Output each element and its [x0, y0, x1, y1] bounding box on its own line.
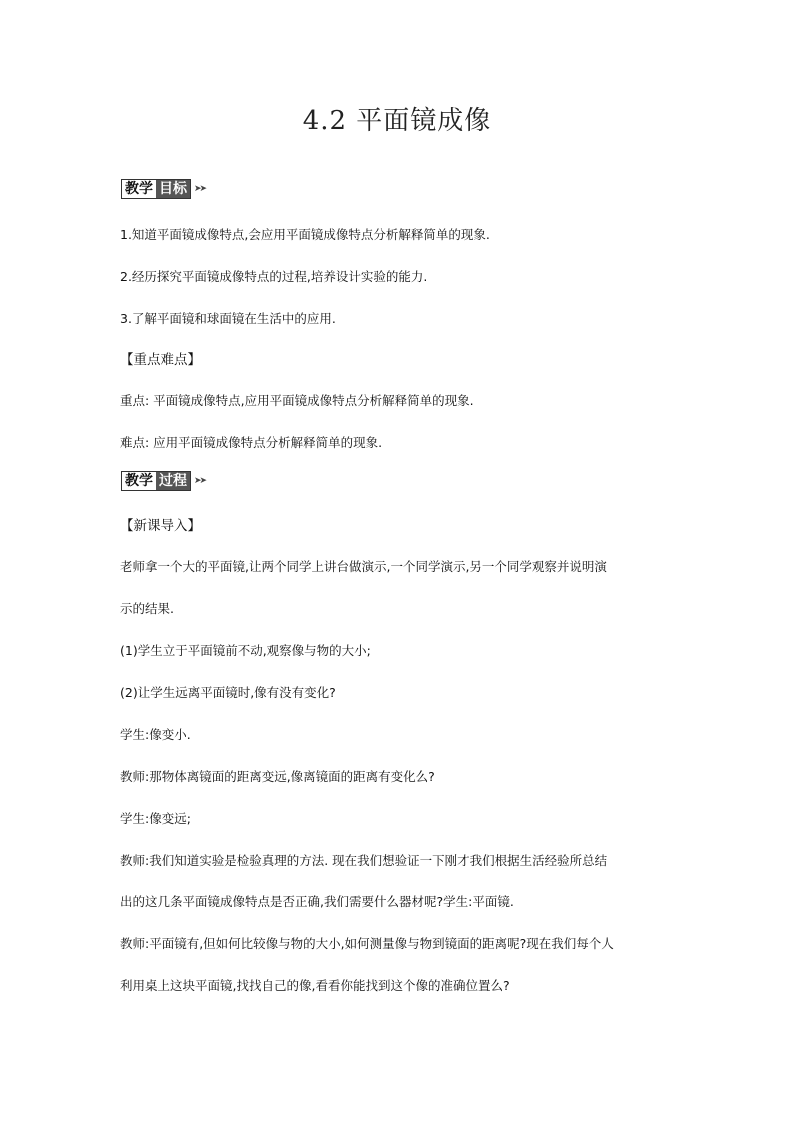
body-paragraph-line: 老师拿一个大的平面镜,让两个同学上讲台做演示,一个同学演示,另一个同学观察并说明演 — [120, 559, 607, 574]
badge-box — [121, 471, 191, 491]
body-paragraph-line: 教师:我们知道实验是检验真理的方法. 现在我们想验证一下刚才我们根据生活经验所总结 — [120, 853, 608, 868]
body-paragraph-line: 示的结果. — [120, 601, 174, 616]
body-paragraph-line: (1)学生立于平面镜前不动,观察像与物的大小; — [120, 643, 371, 658]
badge-label-teaching: 教学 — [122, 180, 156, 198]
document-title: 4.2 平面镜成像 — [302, 106, 492, 136]
body-paragraph-line: 学生:像变小. — [120, 727, 191, 742]
body-paragraph-line: 教师:那物体离镜面的距离变远,像离镜面的距离有变化么? — [120, 769, 435, 784]
badge-box — [121, 179, 191, 199]
goal-item-2: 2.经历探究平面镜成像特点的过程,培养设计实验的能力. — [120, 269, 428, 284]
body-paragraph-line: 学生:像变远; — [120, 811, 191, 826]
double-arrow-icon: ➤➤ — [194, 476, 206, 486]
body-paragraph-line: 出的这几条平面镜成像特点是否正确,我们需要什么器材呢?学生:平面镜. — [120, 894, 514, 909]
body-paragraph-line: 教师:平面镜有,但如何比较像与物的大小,如何测量像与物到镜面的距离呢?现在我们每个人 — [120, 936, 614, 951]
key-points-heading: 【重点难点】 — [120, 352, 201, 368]
teaching-process-badge — [121, 471, 205, 491]
badge-label-teaching: 教学 — [122, 472, 156, 490]
new-lesson-heading: 【新课导入】 — [120, 518, 201, 534]
badge-label-goals: 目标 — [156, 180, 190, 198]
key-point-text: 重点: 平面镜成像特点,应用平面镜成像特点分析解释简单的现象. — [120, 393, 474, 408]
double-arrow-icon: ➤➤ — [194, 184, 206, 194]
badge-label-process: 过程 — [156, 472, 190, 490]
teaching-goals-badge — [121, 179, 205, 199]
goal-item-1: 1.知道平面镜成像特点,会应用平面镜成像特点分析解释简单的现象. — [120, 227, 490, 242]
body-paragraph-line: (2)让学生远离平面镜时,像有没有变化? — [120, 685, 336, 700]
difficult-point-text: 难点: 应用平面镜成像特点分析解释简单的现象. — [120, 435, 383, 450]
goal-item-3: 3.了解平面镜和球面镜在生活中的应用. — [120, 311, 336, 326]
body-paragraph-line: 利用桌上这块平面镜,找找自己的像,看看你能找到这个像的准确位置么? — [120, 978, 510, 993]
